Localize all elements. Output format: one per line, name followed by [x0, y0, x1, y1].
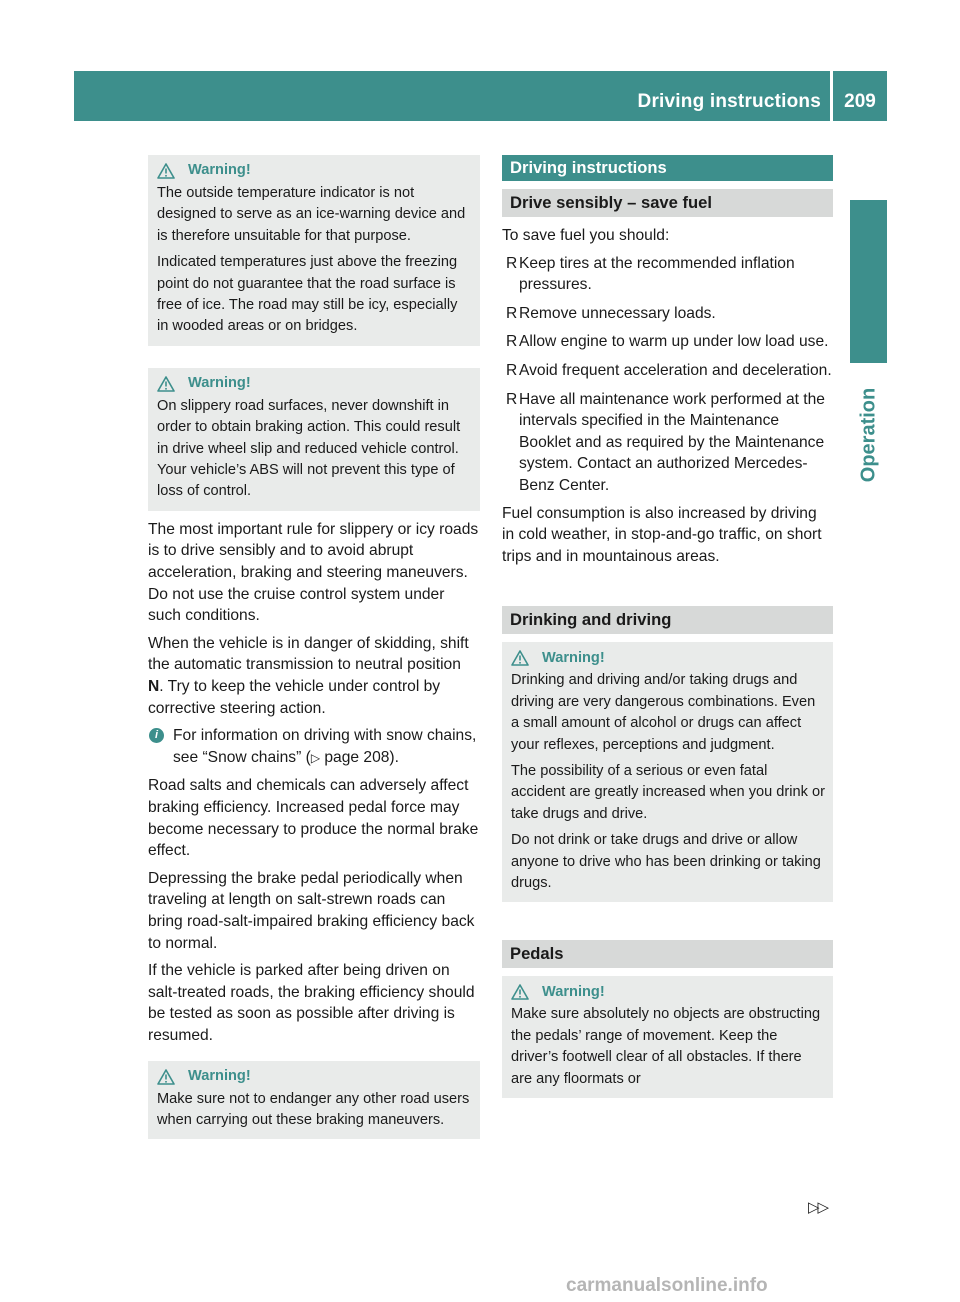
- running-header-title: Driving instructions: [637, 91, 821, 112]
- list-item-text: Keep tires at the recommended inflation pressures.: [519, 254, 795, 294]
- text-run: . Try to keep the vehicle under control by corrective steering action.: [148, 678, 441, 717]
- list-item-text: Have all maintenance work performed at the intervals specified in the Maintenance Booklet and as required by the Maintenance system. Contact an authorized Mercedes-Benz Center.: [519, 390, 825, 494]
- body-paragraph: To save fuel you should:: [502, 227, 670, 244]
- list-item: [502, 303, 833, 325]
- list-item-text: Avoid frequent acceleration and deceleration.: [519, 361, 832, 379]
- watermark: carmanualsonline.info: [566, 1275, 768, 1296]
- info-text: [173, 725, 480, 769]
- bullet-mark: R: [506, 254, 518, 272]
- warning-triangle-icon: [157, 163, 175, 179]
- warning-triangle-icon: [157, 1069, 175, 1085]
- warning-box-ice: [148, 155, 480, 346]
- warning-box-downshift: [148, 368, 480, 511]
- warning-text: Make sure not to endanger any other road users when carrying out these braking maneuvers.: [157, 1090, 470, 1128]
- side-tab-label: Operation: [857, 387, 880, 483]
- warning-heading: [511, 646, 825, 670]
- warning-label: Warning!: [542, 983, 605, 1000]
- warning-heading: [157, 372, 472, 396]
- gear-position-n: N: [148, 678, 160, 696]
- warning-triangle-icon: [511, 984, 529, 1000]
- section-heading: Driving instructions: [502, 155, 833, 181]
- list-item-text: Remove unnecessary loads.: [519, 304, 716, 322]
- list-item: [502, 331, 833, 353]
- bullet-mark: R: [506, 361, 518, 379]
- warning-text: Do not drink or take drugs and drive or allow anyone to drive who has been drinking or taking drugs.: [511, 832, 821, 891]
- warning-text: Indicated temperatures just above the freezing point do not guarantee that the road surface is free of ice. The road may still be icy, especially in wooded areas or on bridges.: [157, 254, 458, 335]
- bullet-mark: R: [506, 304, 518, 322]
- warning-heading: [511, 980, 825, 1004]
- side-tab-block: [850, 200, 887, 363]
- list-item: [502, 360, 833, 382]
- warning-box-braking: [148, 1061, 480, 1140]
- warning-triangle-icon: [511, 650, 529, 666]
- warning-text: The outside temperature indicator is not designed to serve as an ice-warning device and is therefore unsuitable for that purpose.: [157, 185, 466, 244]
- warning-heading: [157, 1065, 472, 1089]
- warning-label: Warning!: [188, 1067, 251, 1084]
- continue-arrow-icon: ▷▷: [808, 1199, 828, 1216]
- body-paragraph: Depressing the brake pedal periodically when traveling at length on salt-strewn roads can bring road-salt-impaired braking efficiency back to normal.: [148, 869, 475, 952]
- warning-label: Warning!: [542, 649, 605, 666]
- page-reference-arrow-icon: ▷: [310, 750, 321, 765]
- body-paragraph: The most important rule for slippery or icy roads is to drive sensibly and to avoid abrupt acceleration, braking and steering maneuvers. Do not use the cruise control system under such conditions.: [148, 520, 479, 625]
- header-bar: [74, 71, 887, 121]
- left-column: [148, 155, 480, 1139]
- bullet-mark: R: [506, 390, 518, 408]
- warning-label: Warning!: [188, 375, 251, 392]
- text-run: For information on driving with snow chains, see “Snow chains” (: [173, 727, 477, 766]
- body-paragraph: Fuel consumption is also increased by driving in cold weather, in stop-and-go traffic, on short trips and in mountainous areas.: [502, 504, 822, 565]
- warning-triangle-icon: [157, 376, 175, 392]
- info-icon: i: [149, 728, 164, 743]
- warning-text: The possibility of a serious or even fatal accident are greatly increased when you drink or take drugs and drive.: [511, 762, 825, 822]
- body-paragraph-neutral: [148, 633, 480, 719]
- warning-label: Warning!: [188, 162, 251, 179]
- warning-box-pedals: [502, 976, 833, 1098]
- list-item-text: Allow engine to warm up under low load use.: [519, 333, 829, 351]
- subsection-heading: Drinking and driving: [502, 606, 833, 634]
- warning-text: Make sure absolutely no objects are obstructing the pedals’ range of movement. Keep the driver’s footwell clear of all obstacles. If there are any floormats or: [511, 1006, 821, 1087]
- text-run: When the vehicle is in danger of skidding, shift the automatic transmission to neutral position: [148, 634, 469, 674]
- info-note: [148, 725, 480, 769]
- warning-text: On slippery road surfaces, never downshift in order to obtain braking action. This could result in drive wheel slip and reduced vehicle control. Your vehicle’s ABS will not prevent this type of loss of control.: [157, 397, 461, 500]
- fuel-saving-list: [502, 253, 833, 497]
- bullet-mark: R: [506, 333, 518, 351]
- right-column: [502, 155, 833, 1098]
- warning-heading: [157, 159, 472, 183]
- list-item: [502, 389, 833, 497]
- body-paragraph: If the vehicle is parked after being driven on salt-treated roads, the braking efficiency should be tested as soon as possible after driving is resumed.: [148, 962, 475, 1044]
- page-reference-link[interactable]: page 208).: [320, 748, 399, 766]
- subsection-heading: Drive sensibly – save fuel: [502, 189, 833, 217]
- list-item: [502, 253, 833, 296]
- page-number: 209: [844, 91, 876, 112]
- side-tab[interactable]: [851, 370, 887, 500]
- body-paragraph: Road salts and chemicals can adversely affect braking efficiency. Increased pedal force may become necessary to produce the normal brake effect.: [148, 777, 479, 860]
- warning-text: Drinking and driving and/or taking drugs and driving are very dangerous combinations. Even a small amount of alcohol or drugs can affect your reflexes, perceptions and judgment.: [511, 672, 816, 753]
- warning-box-drinking: [502, 642, 833, 902]
- subsection-heading: Pedals: [502, 940, 833, 968]
